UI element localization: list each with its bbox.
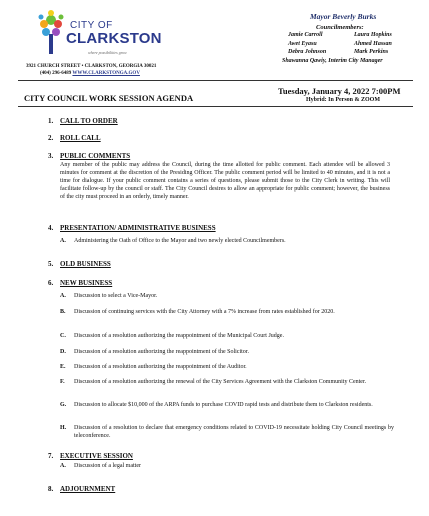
councilmember-name: Ahmed Hassan bbox=[354, 40, 392, 47]
item-text: Discussion of a legal matter bbox=[74, 463, 141, 469]
item-letter: A. bbox=[60, 238, 66, 244]
councilmembers-row bbox=[282, 32, 424, 41]
councilmember-name: Laura Hopkins bbox=[354, 32, 392, 38]
item-text: Discussion of continuing services with the City Attorney with a 7% increase from rates established for 2020. bbox=[74, 309, 335, 315]
section-presentation-admin: PRESENTATION/ ADMINISTRATIVE BUSINESS bbox=[60, 224, 216, 232]
section-number: 5. bbox=[48, 260, 54, 268]
item-letter: B. bbox=[60, 309, 66, 315]
item-letter: G. bbox=[60, 402, 67, 408]
logo-city-of: CITY OF bbox=[70, 20, 113, 31]
section-number: 8. bbox=[48, 485, 54, 493]
header-divider bbox=[18, 80, 413, 81]
city-phone: (404) 296-6489 bbox=[40, 71, 72, 76]
item-text: Discussion of a resolution authorizing the reappointment of the Solicitor. bbox=[74, 349, 249, 355]
councilmembers-row bbox=[282, 41, 424, 50]
item-text: Discussion to select a Vice-Mayor. bbox=[74, 293, 158, 299]
agenda-title: CITY COUNCIL WORK SESSION AGENDA bbox=[24, 93, 194, 103]
logo-tagline: where possibilities grow bbox=[88, 50, 127, 55]
mayor-name: Mayor Beverly Burks bbox=[310, 12, 377, 21]
item-text: Discussion of a resolution authorizing the reappointment of the Auditor. bbox=[74, 364, 247, 370]
section-number: 3. bbox=[48, 152, 54, 160]
item-letter: A. bbox=[60, 463, 66, 469]
city-website-link[interactable]: WWW.CLARKSTONGA.GOV bbox=[72, 71, 140, 76]
councilmembers-label: Councilmembers: bbox=[316, 24, 364, 31]
item-letter: E. bbox=[60, 364, 66, 370]
section-new-business: NEW BUSINESS bbox=[60, 279, 113, 287]
item-text: Discussion of a resolution authorizing the renewal of the City Services Agreement with the Clarkston Community Center. bbox=[74, 379, 367, 385]
item-text: Administering the Oath of Office to the Mayor and two newly elected Councilmembers. bbox=[74, 238, 286, 244]
item-text: Discussion of a resolution to declare that emergency conditions related to COVID-19 necessitate holding City Council meetings by teleconference. bbox=[74, 425, 394, 439]
section-adjournment: ADJOURNMENT bbox=[60, 485, 116, 493]
councilmember-name: Debra Johnson bbox=[288, 49, 327, 55]
meeting-format: Hybrid: In Person & ZOOM bbox=[306, 97, 381, 103]
councilmember-name: Awet Eyasu bbox=[288, 40, 317, 47]
city-logo bbox=[30, 6, 180, 64]
item-text: Discussion of a resolution authorizing the reappointment of the Municipal Court Judge. bbox=[74, 333, 284, 339]
section-number: 1. bbox=[48, 117, 54, 125]
item-letter: C. bbox=[60, 333, 66, 339]
councilmembers-row bbox=[282, 49, 424, 58]
section-number: 7. bbox=[48, 452, 54, 460]
city-contact bbox=[40, 71, 140, 76]
section-number: 4. bbox=[48, 224, 54, 232]
section-roll-call: ROLL CALL bbox=[60, 134, 101, 142]
city-address: 3921 CHURCH STREET • CLARKSTON, GEORGIA 30021 bbox=[26, 64, 157, 69]
section-number: 2. bbox=[48, 134, 54, 142]
councilmember-name: Jamie Carroll bbox=[288, 32, 323, 38]
city-manager-name: Shawanna Qawiy, Interim City Manager bbox=[282, 57, 383, 64]
meeting-date: Tuesday, January 4, 2022 7:00PM bbox=[278, 86, 401, 96]
section-call-to-order: CALL TO ORDER bbox=[60, 117, 118, 125]
section-old-business: OLD BUSINESS bbox=[60, 260, 111, 268]
section-public-comments: PUBLIC COMMENTS bbox=[60, 152, 131, 160]
tree-icon bbox=[36, 8, 66, 58]
public-comments-text: Any member of the public may address the Council, during the time allotted for public comment. Each attendee will be allowed 3 minutes for comment at the discretion of the Presiding Officer. The public comment period will be limited to 40 minutes, and it is not a time for dialogue. If your public comment contains a series of questions, please submit those to the City Clerk in writing. This will facilitate follow-up by the council or staff. The City Council desires to allow an appropriate for public comment; however, the business of the city must proceed in an orderly, timely manner. bbox=[60, 162, 390, 200]
section-number: 6. bbox=[48, 279, 54, 287]
item-letter: F. bbox=[60, 379, 65, 385]
item-letter: D. bbox=[60, 349, 66, 355]
item-text: Discussion to allocate $10,000 of the ARPA funds to purchase COVID rapid tests and distribute them to Clarkston residents. bbox=[74, 402, 373, 408]
item-letter: H. bbox=[60, 425, 67, 431]
councilmembers-list bbox=[282, 32, 424, 66]
city-manager-row bbox=[282, 58, 424, 67]
section-executive-session: EXECUTIVE SESSION bbox=[60, 452, 133, 460]
title-divider bbox=[18, 106, 413, 107]
logo-city-name: CLARKSTON bbox=[66, 30, 162, 47]
councilmember-name: Mark Perkins bbox=[354, 49, 389, 55]
item-letter: A. bbox=[60, 293, 66, 299]
